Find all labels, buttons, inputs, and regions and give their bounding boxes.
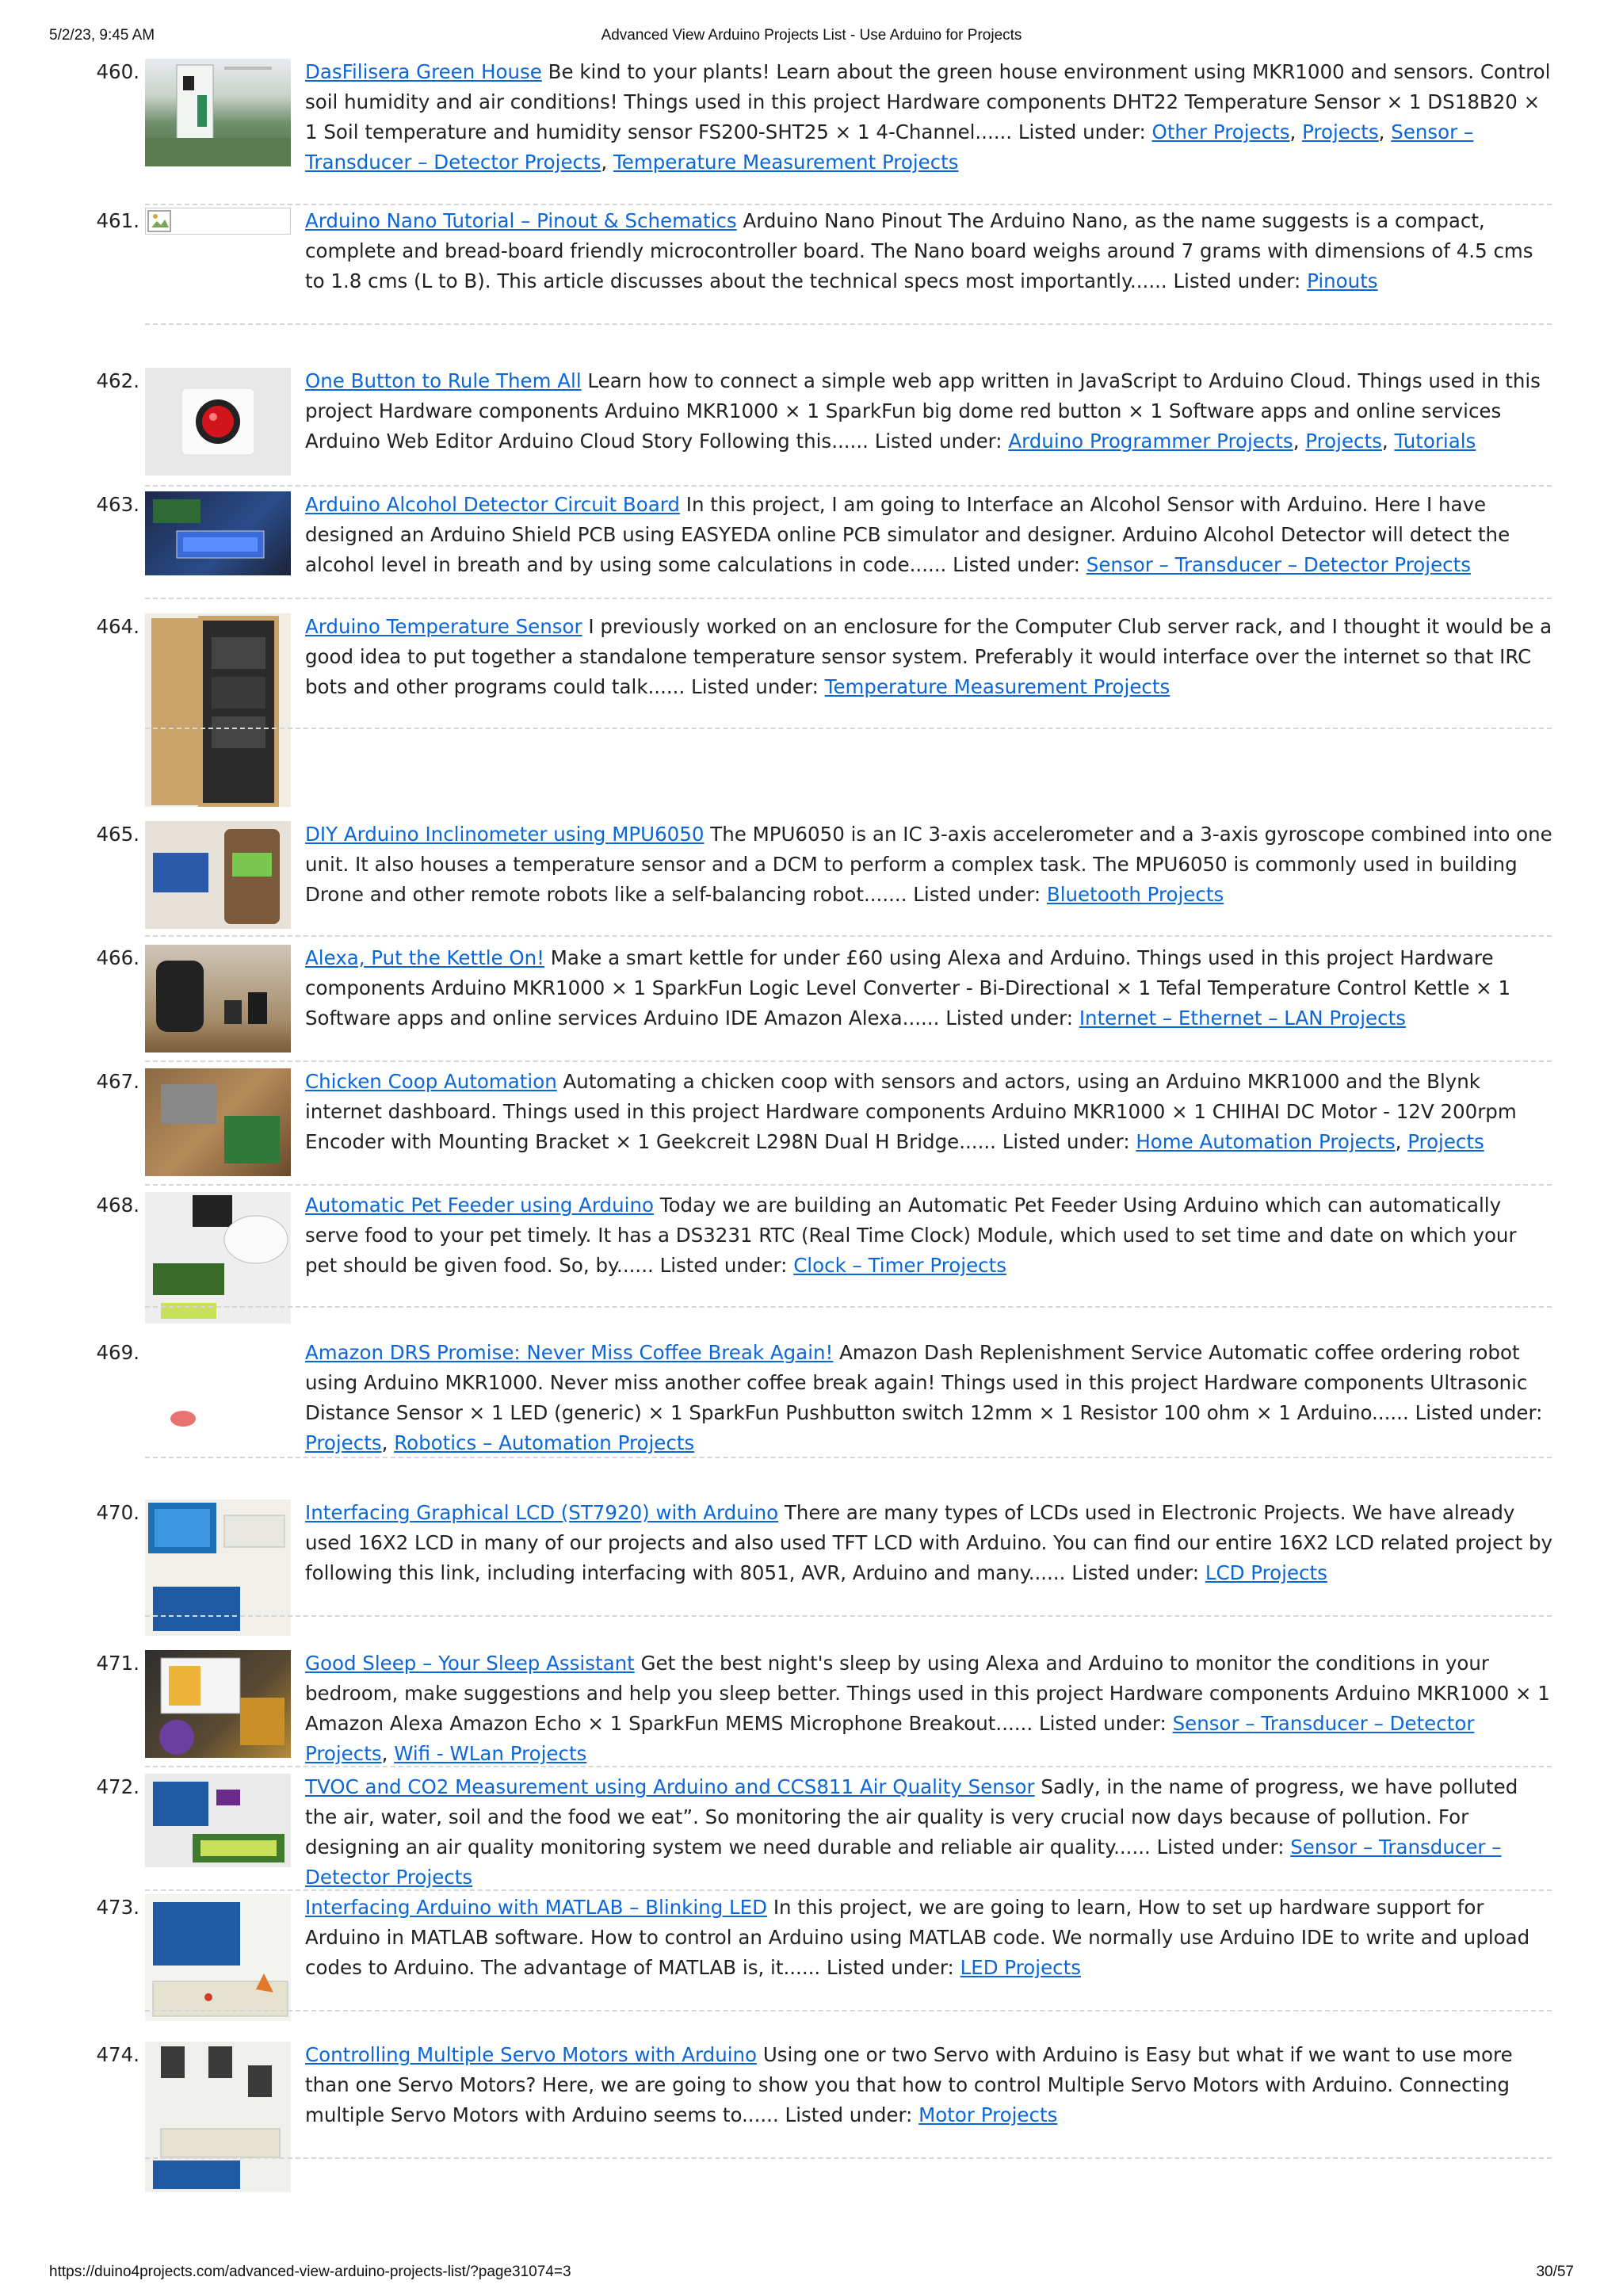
project-title-link[interactable]: Good Sleep – Your Sleep Assistant xyxy=(305,1652,635,1675)
item-body xyxy=(305,612,1553,702)
chicken-coop-image xyxy=(145,1068,291,1176)
print-header xyxy=(49,27,1574,49)
matlab-led-image xyxy=(145,1894,291,2021)
print-date: 5/2/23, 9:45 AM xyxy=(49,27,155,44)
project-thumbnail[interactable] xyxy=(145,2042,291,2192)
listed-under-label: Listed under: xyxy=(913,883,1041,906)
alcohol-detector-image xyxy=(145,491,291,575)
project-title-link[interactable]: DIY Arduino Inclinometer using MPU6050 xyxy=(305,823,705,846)
project-description: I previously worked on an enclosure for the Computer Club server rack, and I thought it would be a good idea to put together a standalone temperature sensor system. Preferably it would interface over the internet so that IRC bots and other programs could talk...... xyxy=(305,615,1552,698)
page-number: 30/57 xyxy=(1536,2264,1574,2280)
item-number: 474. xyxy=(96,2043,139,2066)
category-link[interactable]: Projects xyxy=(1302,120,1379,143)
project-title-link[interactable]: One Button to Rule Them All xyxy=(305,369,582,392)
item-body xyxy=(305,1772,1553,1893)
listed-under-label: Listed under: xyxy=(691,675,819,698)
listed-under-label: Listed under: xyxy=(1156,1836,1285,1859)
project-title-link[interactable]: Amazon DRS Promise: Never Miss Coffee Break Again! xyxy=(305,1341,834,1364)
project-title-link[interactable]: Automatic Pet Feeder using Arduino xyxy=(305,1194,654,1217)
project-description: Today we are building an Automatic Pet Feeder Using Arduino which can automatically serve food to your pet timely. It has a DS3231 RTC (Real Time Clock) Module, which used to set time and date on which your pet should be given food. So, by...... xyxy=(305,1194,1517,1277)
category-link[interactable]: Wifi - WLan Projects xyxy=(394,1742,587,1765)
item-number: 472. xyxy=(96,1775,139,1798)
category-link[interactable]: Temperature Measurement Projects xyxy=(613,151,959,174)
item-body: Amazon DRS Promise: Never Miss Coffee Break Again! Amazon Dash Replenishment Service Automatic coffee ordering robot using Arduino MKR1000. Never miss another coffee break again! Things used in this project Hardware components Ultrasonic Distance Sensor × 1 LED (generic) × 1 SparkFun Pushbutton switch 12mm × 1 Resistor 100 ohm × 1 Arduino...... Listed under: Projects, Robotics – Automation Projects xyxy=(305,1341,1543,1454)
item-separator xyxy=(145,1184,1552,1186)
print-footer xyxy=(49,2264,1574,2286)
item-separator xyxy=(145,204,1552,205)
item-body xyxy=(305,206,1553,296)
project-description: The MPU6050 is an IC 3-axis accelerometer and a 3-axis gyroscope combined into one unit. It also houses a temperature sensor and a DCM to perform a complex task. The MPU6050 is commonly used in building Drone and other remote robots like a self-balancing robot....... xyxy=(305,823,1552,906)
project-description: Sadly, in the name of progress, we have polluted the air, water, soil and the food we eat”. So monitoring the air quality is very crucial now days because of pollution. For designing an air quality monitoring system we need durable and reliable air quality...... xyxy=(305,1775,1518,1859)
item-separator xyxy=(145,1060,1552,1062)
category-link[interactable]: Sensor – Transducer – Detector Projects xyxy=(305,1836,1502,1889)
item-number: 464. xyxy=(96,615,139,638)
project-description: Using one or two Servo with Arduino is Easy but what if we want to use more than one Servo Motors? Here, we are going to show you that how to control Multiple Servo Motors with Arduino. Connecting multiple Servo Motors with Arduino seems to...... xyxy=(305,2043,1513,2126)
listed-under-label: Listed under: xyxy=(1038,1712,1167,1735)
greenhouse-image xyxy=(145,59,291,166)
category-link[interactable]: Internet – Ethernet – LAN Projects xyxy=(1079,1007,1406,1030)
category-link[interactable]: Home Automation Projects xyxy=(1136,1130,1396,1153)
item-body xyxy=(305,1893,1553,1983)
item-body xyxy=(305,490,1553,580)
project-description: There are many types of LCDs used in Electronic Projects. We have already used 16X2 LCD in many of our projects and also used TFT LCD with Arduino. You can find our entire 16X2 LCD related project by following this link, including interfacing with 8051, AVR, Arduino and many...... xyxy=(305,1501,1553,1584)
project-title-link[interactable]: Alexa, Put the Kettle On! xyxy=(305,946,544,969)
item-separator xyxy=(145,323,1552,325)
item-separator xyxy=(145,935,1552,937)
item-body xyxy=(305,2040,1553,2130)
item-number: 461. xyxy=(96,209,139,232)
project-title-link[interactable]: DasFilisera Green House xyxy=(305,60,542,83)
listed-under-label: Listed under: xyxy=(945,1007,1074,1030)
item-number: 470. xyxy=(96,1501,139,1524)
item-body: One Button to Rule Them All Learn how to connect a simple web app written in JavaScript to Arduino Cloud. Things used in this project Hardware components Arduino MKR1000 × 1 SparkFun big dome red button × 1 Software apps and online services Arduino Web Editor Arduino Cloud Story Following this...... Listed under: Arduino Programmer Projects, Projects, Tutorials xyxy=(305,369,1541,453)
project-thumbnail[interactable] xyxy=(145,491,291,575)
category-link[interactable]: Tutorials xyxy=(1394,430,1476,453)
listed-under-label: Listed under: xyxy=(1071,1561,1200,1584)
item-number: 466. xyxy=(96,946,139,969)
air-quality-sensor-image xyxy=(145,1774,291,1867)
project-thumbnail[interactable] xyxy=(145,821,291,929)
listed-under-label: Listed under: xyxy=(1415,1401,1543,1424)
item-body xyxy=(305,943,1553,1033)
item-number: 469. xyxy=(96,1341,139,1364)
project-description: Amazon Dash Replenishment Service Automatic coffee ordering robot using Arduino MKR1000. Never miss another coffee break again! Things used in this project Hardware components Ultrasonic Distance Sensor × 1 LED (generic) × 1 SparkFun Pushbutton switch 12mm × 1 Resistor 100 ohm × 1 Arduino...... xyxy=(305,1341,1528,1424)
item-separator xyxy=(145,2010,1552,2011)
category-link[interactable]: Pinouts xyxy=(1307,269,1378,292)
category-link[interactable]: Temperature Measurement Projects xyxy=(824,675,1170,698)
item-number: 468. xyxy=(96,1194,139,1217)
project-title-link[interactable]: Arduino Alcohol Detector Circuit Board xyxy=(305,493,680,516)
category-link[interactable]: Sensor – Transducer – Detector Projects xyxy=(1086,553,1471,576)
category-link[interactable]: LCD Projects xyxy=(1205,1561,1327,1584)
listed-under-label: Listed under: xyxy=(826,1956,954,1979)
project-thumbnail[interactable] xyxy=(145,1894,291,2021)
category-link[interactable]: Bluetooth Projects xyxy=(1046,883,1224,906)
item-separator xyxy=(145,1889,1552,1891)
item-body: DasFilisera Green House Be kind to your plants! Learn about the green house environment using MKR1000 and sensors. Control soil humidity and air conditions! Things used in this project Hardware components DHT22 Temperature Sensor × 1 DS18B20 × 1 Soil temperature and humidity sensor FS200-SHT25 × 1 4-Channel...... Listed under: Other Projects, Projects, Sensor – Transducer – Detector Projects, Temperature Measurement Projects xyxy=(305,60,1551,174)
servo-motors-image xyxy=(145,2042,291,2192)
category-link[interactable]: Motor Projects xyxy=(918,2103,1058,2126)
project-title-link[interactable]: Arduino Temperature Sensor xyxy=(305,615,582,638)
category-link[interactable]: Arduino Programmer Projects xyxy=(1008,430,1293,453)
category-link[interactable]: Other Projects xyxy=(1151,120,1290,143)
pet-feeder-image xyxy=(145,1192,291,1324)
project-thumbnail[interactable] xyxy=(145,368,291,476)
listed-under-label: Listed under: xyxy=(1173,269,1301,292)
item-number: 473. xyxy=(96,1896,139,1919)
document-title: Advanced View Arduino Projects List - Use Arduino for Projects xyxy=(601,27,1022,44)
item-body: Chicken Coop Automation Automating a chicken coop with sensors and actors, using an Arduino MKR1000 and the Blynk internet dashboard. Things used in this project Hardware components Arduino MKR1000 × 1 CHIHAI DC Motor - 12V 200rpm Encoder with Mounting Bracket × 1 Geekcreit L298N Dual H Bridge...... Listed under: Home Automation Projects, Projects xyxy=(305,1070,1517,1153)
item-body xyxy=(305,1498,1553,1588)
item-separator xyxy=(145,1766,1552,1767)
server-rack-image xyxy=(145,613,291,807)
project-description: Arduino Nano Pinout The Arduino Nano, as the name suggests is a compact, complete and bread-board friendly microcontroller board. The Nano board weighs around 7 grams with dimensions of 4.5 cms to 1.8 cms (L to B). This article discusses about the technical specs most importantly...... xyxy=(305,209,1533,292)
category-link[interactable]: Projects xyxy=(1305,430,1382,453)
item-separator xyxy=(145,485,1552,487)
project-thumbnail[interactable] xyxy=(145,1068,291,1176)
project-thumbnail[interactable] xyxy=(145,1339,291,1447)
project-description: In this project, we are going to learn, How to set up hardware support for Arduino in MATLAB software. How to control an Arduino using MATLAB code. We normally use Arduino IDE to write and upload codes to Arduino. The advantage of MATLAB is, it...... xyxy=(305,1896,1530,1979)
listed-under-label: Listed under: xyxy=(1018,120,1146,143)
listed-under-label: Listed under: xyxy=(1002,1130,1130,1153)
project-description: Automating a chicken coop with sensors and actors, using an Arduino MKR1000 and the Blynk internet dashboard. Things used in this project Hardware components Arduino MKR1000 × 1 CHIHAI DC Motor - 12V 200rpm Encoder with Mounting Bracket × 1 Geekcreit L298N Dual H Bridge...... xyxy=(305,1070,1517,1153)
project-thumbnail[interactable] xyxy=(145,1774,291,1867)
item-separator xyxy=(145,728,1552,729)
project-thumbnail[interactable] xyxy=(145,945,291,1052)
project-thumbnail[interactable] xyxy=(145,1650,291,1758)
sleep-assistant-image xyxy=(145,1650,291,1758)
page-url: https://duino4projects.com/advanced-view-arduino-projects-list/?page31074=3 xyxy=(49,2264,571,2280)
project-title-link[interactable]: TVOC and CO2 Measurement using Arduino and CCS811 Air Quality Sensor xyxy=(305,1775,1035,1798)
category-link[interactable]: LED Projects xyxy=(960,1956,1081,1979)
item-number: 463. xyxy=(96,493,139,516)
project-description: Learn how to connect a simple web app written in JavaScript to Arduino Cloud. Things used in this project Hardware components Arduino MKR1000 × 1 SparkFun big dome red button × 1 Software apps and online services Arduino Web Editor Arduino Cloud Story Following this...... xyxy=(305,369,1541,453)
project-title-link[interactable]: Chicken Coop Automation xyxy=(305,1070,557,1093)
item-separator xyxy=(145,1306,1552,1308)
red-button-image xyxy=(145,368,291,476)
item-body: Good Sleep – Your Sleep Assistant Get the best night's sleep by using Alexa and Arduino to monitor the conditions in your bedroom, make suggestions and help you sleep better. Things used in this project Hardware components Arduino MKR1000 × 1 Amazon Alexa Amazon Echo × 1 SparkFun MEMS Microphone Breakout...... Listed under: Sensor – Transducer – Detector Projects, Wifi - WLan Projects xyxy=(305,1652,1550,1765)
category-link[interactable]: Robotics – Automation Projects xyxy=(394,1431,695,1454)
coffee-robot-image xyxy=(145,1339,291,1447)
item-number: 462. xyxy=(96,369,139,392)
item-separator xyxy=(145,1615,1552,1617)
listed-under-label: Listed under: xyxy=(953,553,1080,576)
project-title-link[interactable]: Controlling Multiple Servo Motors with Arduino xyxy=(305,2043,758,2066)
listed-under-label: Listed under: xyxy=(874,430,1002,453)
category-link[interactable]: Projects xyxy=(305,1431,382,1454)
project-description: In this project, I am going to Interface an Alcohol Sensor with Arduino. Here I have designed an Arduino Shield PCB using EASYEDA online PCB simulator and designer. Arduino Alcohol Detector will detect the alcohol level in breath and by using some calculations in code...... xyxy=(305,493,1510,576)
item-body xyxy=(305,1190,1553,1281)
item-number: 465. xyxy=(96,823,139,846)
item-body xyxy=(305,819,1553,910)
project-description: Make a smart kettle for under £60 using Alexa and Arduino. Things used in this project Hardware components Arduino MKR1000 × 1 SparkFun Logic Level Converter - Bi-Directional × 1 Tefal Temperature Control Kettle × 1 Software apps and online services Arduino IDE Amazon Alexa...... xyxy=(305,946,1511,1030)
broken-image-icon xyxy=(146,208,178,235)
kettle-image xyxy=(145,945,291,1052)
category-link[interactable]: Sensor – Transducer – Detector Projects xyxy=(305,1712,1475,1765)
project-thumbnail[interactable] xyxy=(145,613,291,807)
project-title-link[interactable]: Interfacing Arduino with MATLAB – Blinking LED xyxy=(305,1896,768,1919)
item-separator xyxy=(145,598,1552,599)
project-thumbnail[interactable] xyxy=(145,1192,291,1324)
item-number: 471. xyxy=(96,1652,139,1675)
listed-under-label: Listed under: xyxy=(659,1254,788,1277)
project-title-link[interactable]: Arduino Nano Tutorial – Pinout & Schematics xyxy=(305,209,737,232)
inclinometer-image xyxy=(145,821,291,929)
item-number: 460. xyxy=(96,60,139,83)
item-number: 467. xyxy=(96,1070,139,1093)
project-description: Be kind to your plants! Learn about the green house environment using MKR1000 and sensors. Control soil humidity and air conditions! Things used in this project Hardware components DHT22 Temperature Sensor × 1 DS18B20 × 1 Soil temperature and humidity sensor FS200-SHT25 × 1 4-Channel...... xyxy=(305,60,1551,143)
listed-under-label: Listed under: xyxy=(785,2103,913,2126)
category-link[interactable]: Clock – Timer Projects xyxy=(793,1254,1006,1277)
item-separator xyxy=(145,2157,1552,2159)
category-link[interactable]: Projects xyxy=(1407,1130,1484,1153)
broken-image-placeholder[interactable] xyxy=(145,208,291,235)
item-separator xyxy=(145,1457,1552,1458)
project-title-link[interactable]: Interfacing Graphical LCD (ST7920) with Arduino xyxy=(305,1501,779,1524)
category-link[interactable]: Sensor – Transducer – Detector Projects xyxy=(305,120,1474,174)
project-thumbnail[interactable] xyxy=(145,59,291,166)
project-description: Get the best night's sleep by using Alexa and Arduino to monitor the conditions in your bedroom, make suggestions and help you sleep better. Things used in this project Hardware components Arduino MKR1000 × 1 Amazon Alexa Amazon Echo × 1 SparkFun MEMS Microphone Breakout...... xyxy=(305,1652,1550,1735)
